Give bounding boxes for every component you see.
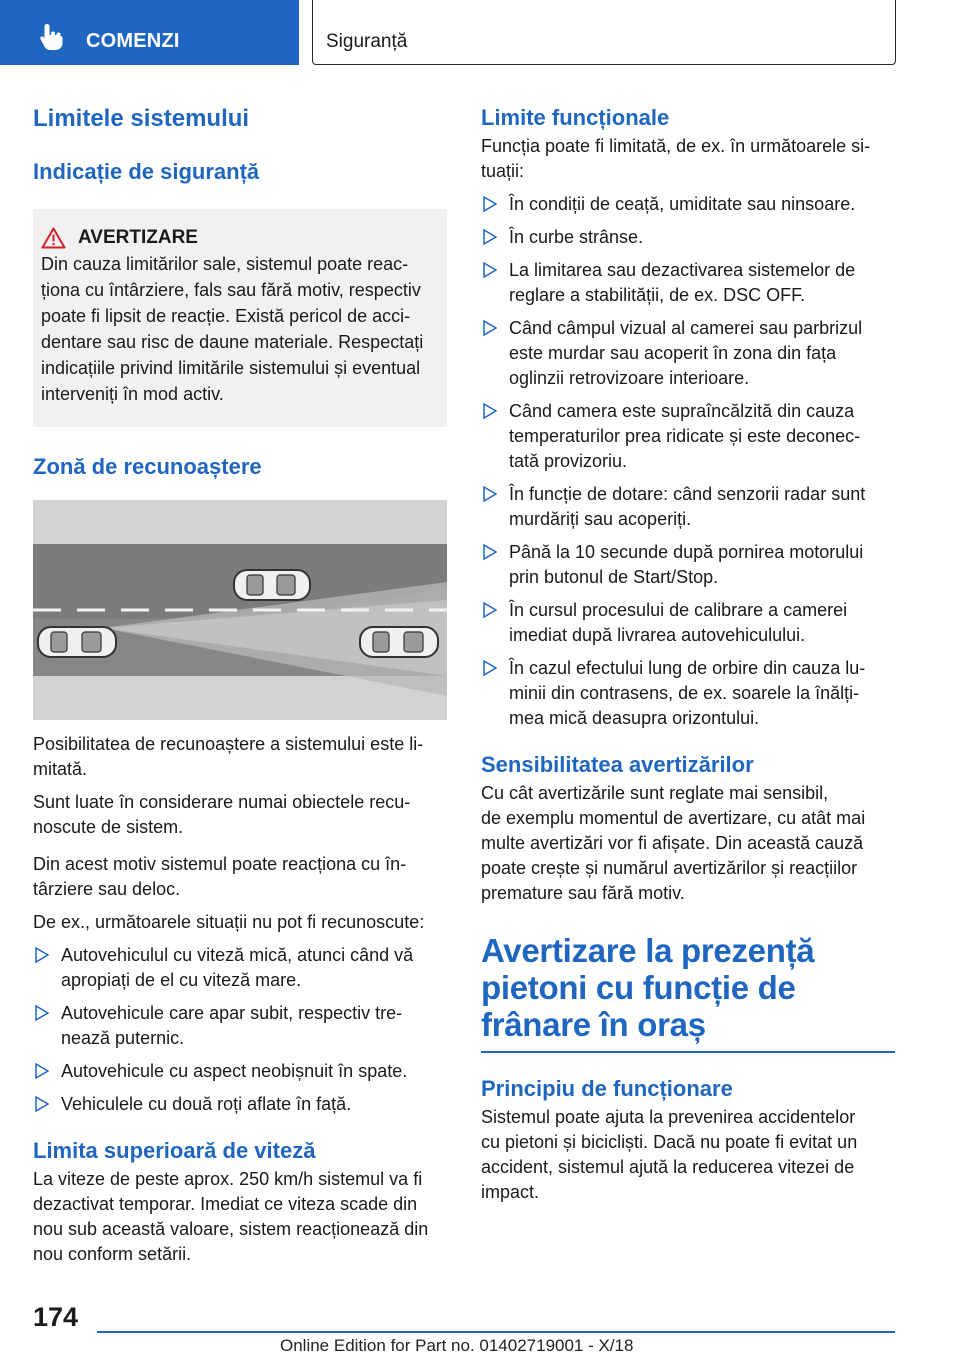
bullet-triangle-icon bbox=[483, 544, 497, 560]
bullet-triangle-icon bbox=[483, 320, 497, 336]
list-item: La limitarea sau dezactivarea sistemelor de reglare a stabilității, de ex. DSC OFF. bbox=[481, 258, 895, 308]
paragraph-functional-limits: Funcția poate fi limitată, de ex. în următoarele si- tuații: bbox=[481, 136, 871, 181]
paragraph-speed-limit: La viteze de peste aprox. 250 km/h sistemul va fi dezactivat temporar. Imediat ce viteza scade din nou sub această valoare, sistem reacționează din nou conform setării. bbox=[33, 1169, 429, 1264]
list-item: Vehiculele cu două roți aflate în față. bbox=[33, 1092, 447, 1117]
bullet-triangle-icon bbox=[483, 660, 497, 676]
list-item: În cursul procesului de calibrare a camerei imediat după livrarea autovehiculului. bbox=[481, 598, 895, 648]
list-item: În condiții de ceață, umiditate sau ninsoare. bbox=[481, 192, 895, 217]
detection-zone-illustration bbox=[33, 500, 447, 720]
list-item: În curbe strânse. bbox=[481, 225, 895, 250]
list-item: Când câmpul vizual al camerei sau parbrizul este murdar sau acoperit în zona din fața oglinzii retrovizoare interioare. bbox=[481, 316, 895, 391]
warning-triangle-icon bbox=[41, 227, 66, 249]
list-item: Autovehicule cu aspect neobișnuit în spate. bbox=[33, 1059, 447, 1084]
warning-text: Din cauza limitărilor sale, sistemul poate reac- ționa cu întârziere, fals sau fără motiv, respectiv poate fi lipsit de reacție. Există pericol de acci- dentare sau risc de daune materiale. Respectați indicațiile privind limitările sistemului și eventual interveniți în mod activ. bbox=[41, 254, 424, 404]
car-ego bbox=[38, 627, 116, 657]
car-front-left bbox=[234, 570, 310, 600]
chapter-tab[interactable] bbox=[0, 0, 299, 65]
heading-operating-principle: Principiu de funcționare bbox=[481, 1076, 733, 1101]
bullet-triangle-icon bbox=[483, 403, 497, 419]
list-item: Autovehiculul cu viteză mică, atunci când vă apropiați de el cu viteză mare. bbox=[33, 943, 447, 993]
heading-safety-note: Indicație de siguranță bbox=[33, 159, 260, 184]
heading-speed-limit: Limita superioară de viteză bbox=[33, 1138, 316, 1163]
car-front-ahead bbox=[360, 627, 438, 657]
right-column bbox=[481, 98, 895, 1205]
bullet-triangle-icon bbox=[483, 262, 497, 278]
list-item: Când camera este supraîncălzită din cauza temperaturilor prea ridicate și este deconec- tată provizoriu. bbox=[481, 399, 895, 474]
list-functional-limits bbox=[481, 192, 895, 731]
footer-rule bbox=[97, 1331, 895, 1333]
bullet-triangle-icon bbox=[35, 1063, 49, 1079]
heading-system-limits: Limitele sistemului bbox=[33, 105, 250, 132]
heading-detection-zone: Zonă de recunoaștere bbox=[33, 454, 262, 479]
left-column bbox=[33, 98, 447, 1267]
section-header-label: Siguranță bbox=[326, 31, 408, 52]
paragraph-late-reaction: Din acest motiv sistemul poate reacționa cu în- târziere sau deloc. bbox=[33, 854, 407, 899]
detection-zone-diagram bbox=[33, 500, 447, 720]
list-item: Până la 10 secunde după pornirea motorului prin butonul de Start/Stop. bbox=[481, 540, 895, 590]
list-item: Autovehicule care apar subit, respectiv tre- nează puternic. bbox=[33, 1001, 447, 1051]
warning-title: AVERTIZARE bbox=[78, 227, 198, 248]
bullet-triangle-icon bbox=[483, 486, 497, 502]
footer-edition: Online Edition for Part no. 01402719001 - X/18 bbox=[280, 1336, 634, 1355]
heading-warning-sensitivity: Sensibilitatea avertizărilor bbox=[481, 752, 754, 777]
list-unrecognized-situations bbox=[33, 943, 447, 1117]
heading-underline bbox=[481, 1051, 895, 1053]
paragraph-detection-limited: Posibilitatea de recunoaștere a sistemului este li- mitată. bbox=[33, 734, 424, 779]
heading-functional-limits: Limite funcționale bbox=[481, 105, 670, 130]
hand-pointer-icon bbox=[38, 22, 64, 52]
bullet-triangle-icon bbox=[35, 1005, 49, 1021]
list-item: În cazul efectului lung de orbire din cauza lu- minii din contrasens, de ex. soarele la înălți- mea mică deasupra orizontului. bbox=[481, 656, 895, 731]
heading-pedestrian-warning: Avertizare la prezență pietoni cu funcție de frânare în oraș bbox=[481, 932, 815, 1043]
paragraph-operating-principle: Sistemul poate ajuta la prevenirea accidentelor cu pietoni și bicicliști. Dacă nu poate fi evitat un accident, sistemul ajută la reducerea vitezei de impact. bbox=[481, 1107, 858, 1202]
bullet-triangle-icon bbox=[483, 196, 497, 212]
bullet-triangle-icon bbox=[35, 947, 49, 963]
bullet-triangle-icon bbox=[483, 229, 497, 245]
page-number: 174 bbox=[33, 1302, 79, 1332]
list-item: În funcție de dotare: când senzorii radar sunt murdăriți sau acoperiți. bbox=[481, 482, 895, 532]
section-header bbox=[312, 0, 896, 65]
paragraph-only-known-objects: Sunt luate în considerare numai obiectele recu- noscute de sistem. bbox=[33, 792, 411, 837]
bullet-triangle-icon bbox=[35, 1096, 49, 1112]
warning-box bbox=[33, 209, 447, 427]
bullet-triangle-icon bbox=[483, 602, 497, 618]
paragraph-warning-sensitivity: Cu cât avertizările sunt reglate mai sensibil, de exemplu momentul de avertizare, cu atât mai multe avertizări vor fi afișate. Din această cauză poate crește și numărul avertizărilor și reacțiilor premature sau fără motiv. bbox=[481, 783, 866, 903]
chapter-tab-label: COMENZI bbox=[86, 30, 180, 52]
paragraph-examples: De ex., următoarele situații nu pot fi recunoscute: bbox=[33, 912, 425, 932]
